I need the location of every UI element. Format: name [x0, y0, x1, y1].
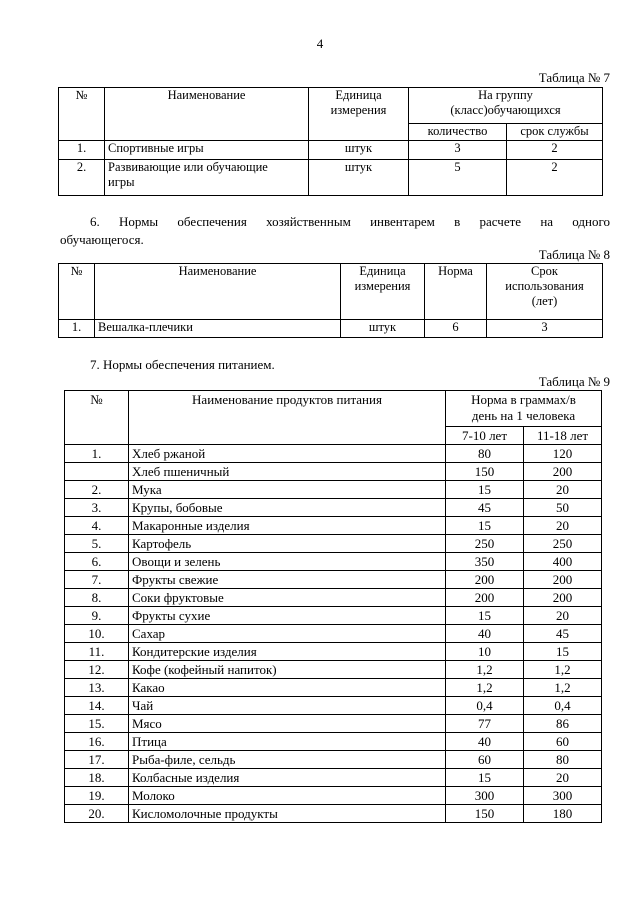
table-row [65, 463, 602, 481]
cell-num: 15. [65, 715, 129, 733]
cell-unit: штук [309, 160, 409, 196]
cell-norm-11-18: 60 [524, 733, 602, 751]
cell-num: 10. [65, 625, 129, 643]
cell-unit: штук [341, 320, 425, 338]
cell-norm-7-10: 150 [446, 463, 524, 481]
cell-name: Птица [129, 733, 446, 751]
table-row [65, 499, 602, 517]
table9 [64, 390, 602, 823]
table9-header-norm: Норма в граммах/в день на 1 человека [446, 391, 602, 427]
cell-name: Фрукты сухие [129, 607, 446, 625]
cell-norm-11-18: 200 [524, 589, 602, 607]
cell-name: Мука [129, 481, 446, 499]
table8-header-num: № [59, 264, 95, 320]
table8-header-norm: Норма [425, 264, 487, 320]
cell-norm-11-18: 1,2 [524, 679, 602, 697]
table-row [65, 607, 602, 625]
cell-norm-7-10: 1,2 [446, 679, 524, 697]
cell-name: Развивающие или обучающие игры [105, 160, 309, 196]
section7-heading: 7. Нормы обеспечения питанием. [90, 357, 275, 372]
table8-header-unit: Единица измерения [341, 264, 425, 320]
cell-norm-11-18: 80 [524, 751, 602, 769]
cell-num: 18. [65, 769, 129, 787]
cell-name: Кисломолочные продукты [129, 805, 446, 823]
cell-term: 2 [507, 141, 603, 160]
cell-norm-7-10: 300 [446, 787, 524, 805]
cell-norm-11-18: 0,4 [524, 697, 602, 715]
cell-norm-7-10: 15 [446, 517, 524, 535]
cell-num: 1. [59, 141, 105, 160]
cell-name: Какао [129, 679, 446, 697]
cell-name: Крупы, бобовые [129, 499, 446, 517]
table9-caption: Таблица № 9 [538, 374, 610, 389]
cell-qty: 3 [409, 141, 507, 160]
table9-header-age-11-18: 11-18 лет [524, 427, 602, 445]
table9-header-num: № [65, 391, 129, 445]
cell-norm-7-10: 40 [446, 733, 524, 751]
cell-name: Овощи и зелень [129, 553, 446, 571]
table-row [65, 805, 602, 823]
table7-header-name: Наименование [105, 88, 309, 141]
cell-term: 2 [507, 160, 603, 196]
cell-norm-7-10: 15 [446, 607, 524, 625]
cell-name: Мясо [129, 715, 446, 733]
cell-qty: 5 [409, 160, 507, 196]
cell-name: Сахар [129, 625, 446, 643]
cell-num: 14. [65, 697, 129, 715]
table9-header-name: Наименование продуктов питания [129, 391, 446, 445]
table-row [65, 481, 602, 499]
cell-norm-7-10: 45 [446, 499, 524, 517]
cell-norm-11-18: 20 [524, 607, 602, 625]
section6-line1: 6. Нормы обеспечения хозяйственным инвентарем в расчете на одного [90, 214, 610, 229]
cell-num: 9. [65, 607, 129, 625]
table9-header-age-7-10: 7-10 лет [446, 427, 524, 445]
table-row [65, 589, 602, 607]
table-row [65, 625, 602, 643]
cell-num: 13. [65, 679, 129, 697]
cell-num: 8. [65, 589, 129, 607]
cell-norm-7-10: 10 [446, 643, 524, 661]
cell-name: Рыба-филе, сельдь [129, 751, 446, 769]
cell-num: 2. [65, 481, 129, 499]
cell-norm-11-18: 180 [524, 805, 602, 823]
cell-norm-7-10: 15 [446, 769, 524, 787]
cell-name: Спортивные игры [105, 141, 309, 160]
cell-norm-7-10: 1,2 [446, 661, 524, 679]
cell-term: 3 [487, 320, 603, 338]
cell-num: 19. [65, 787, 129, 805]
table7-header-num: № [59, 88, 105, 141]
cell-num [65, 463, 129, 481]
cell-norm-7-10: 0,4 [446, 697, 524, 715]
cell-norm-11-18: 50 [524, 499, 602, 517]
table-row [65, 679, 602, 697]
cell-norm-7-10: 60 [446, 751, 524, 769]
cell-num: 2. [59, 160, 105, 196]
table-row [65, 769, 602, 787]
table-row [65, 643, 602, 661]
cell-num: 5. [65, 535, 129, 553]
cell-norm-11-18: 200 [524, 463, 602, 481]
cell-num: 20. [65, 805, 129, 823]
cell-norm-11-18: 300 [524, 787, 602, 805]
table8-caption: Таблица № 8 [538, 247, 610, 262]
cell-norm-7-10: 15 [446, 481, 524, 499]
table7-caption: Таблица № 7 [538, 70, 610, 85]
table8-header-name: Наименование [95, 264, 341, 320]
table-row [59, 320, 603, 338]
table-row [65, 751, 602, 769]
cell-norm-7-10: 350 [446, 553, 524, 571]
cell-num: 4. [65, 517, 129, 535]
cell-norm-7-10: 80 [446, 445, 524, 463]
table-row [65, 697, 602, 715]
cell-name: Хлеб ржаной [129, 445, 446, 463]
table-row [65, 787, 602, 805]
table7-header-unit: Единица измерения [309, 88, 409, 141]
cell-num: 7. [65, 571, 129, 589]
cell-norm-7-10: 200 [446, 589, 524, 607]
table8-header-term: Срок использования (лет) [487, 264, 603, 320]
table7 [58, 87, 603, 196]
cell-unit: штук [309, 141, 409, 160]
cell-num: 16. [65, 733, 129, 751]
cell-num: 6. [65, 553, 129, 571]
cell-norm-11-18: 1,2 [524, 661, 602, 679]
cell-num: 1. [59, 320, 95, 338]
cell-norm-11-18: 200 [524, 571, 602, 589]
table-row [65, 661, 602, 679]
cell-norm-7-10: 200 [446, 571, 524, 589]
cell-name: Макаронные изделия [129, 517, 446, 535]
cell-norm-11-18: 15 [524, 643, 602, 661]
cell-num: 1. [65, 445, 129, 463]
table-row [65, 571, 602, 589]
cell-num: 17. [65, 751, 129, 769]
table-row [65, 553, 602, 571]
page-number: 4 [316, 36, 324, 51]
section6-line2: обучающегося. [60, 232, 144, 247]
cell-norm-7-10: 77 [446, 715, 524, 733]
table-row [65, 517, 602, 535]
cell-name: Фрукты свежие [129, 571, 446, 589]
table-row [65, 445, 602, 463]
cell-name: Соки фруктовые [129, 589, 446, 607]
table-row [65, 535, 602, 553]
cell-norm-7-10: 250 [446, 535, 524, 553]
cell-num: 12. [65, 661, 129, 679]
table7-header-group: На группу (класс)обучающихся [409, 88, 603, 124]
cell-norm-7-10: 40 [446, 625, 524, 643]
cell-norm-11-18: 45 [524, 625, 602, 643]
cell-norm-7-10: 150 [446, 805, 524, 823]
table8 [58, 263, 603, 338]
cell-norm-11-18: 400 [524, 553, 602, 571]
cell-norm-11-18: 20 [524, 481, 602, 499]
table9-body [65, 445, 602, 823]
table7-header-term: срок службы [507, 124, 603, 141]
cell-name: Хлеб пшеничный [129, 463, 446, 481]
table7-header-qty: количество [409, 124, 507, 141]
cell-num: 11. [65, 643, 129, 661]
cell-name: Колбасные изделия [129, 769, 446, 787]
cell-num: 3. [65, 499, 129, 517]
cell-name: Молоко [129, 787, 446, 805]
cell-norm: 6 [425, 320, 487, 338]
cell-name: Вешалка-плечики [95, 320, 341, 338]
cell-norm-11-18: 86 [524, 715, 602, 733]
cell-norm-11-18: 120 [524, 445, 602, 463]
cell-name: Кофе (кофейный напиток) [129, 661, 446, 679]
table-row [65, 715, 602, 733]
cell-norm-11-18: 20 [524, 517, 602, 535]
table-row [59, 160, 603, 196]
cell-norm-11-18: 20 [524, 769, 602, 787]
cell-norm-11-18: 250 [524, 535, 602, 553]
table-row [59, 141, 603, 160]
cell-name: Чай [129, 697, 446, 715]
cell-name: Картофель [129, 535, 446, 553]
table-row [65, 733, 602, 751]
cell-name: Кондитерские изделия [129, 643, 446, 661]
